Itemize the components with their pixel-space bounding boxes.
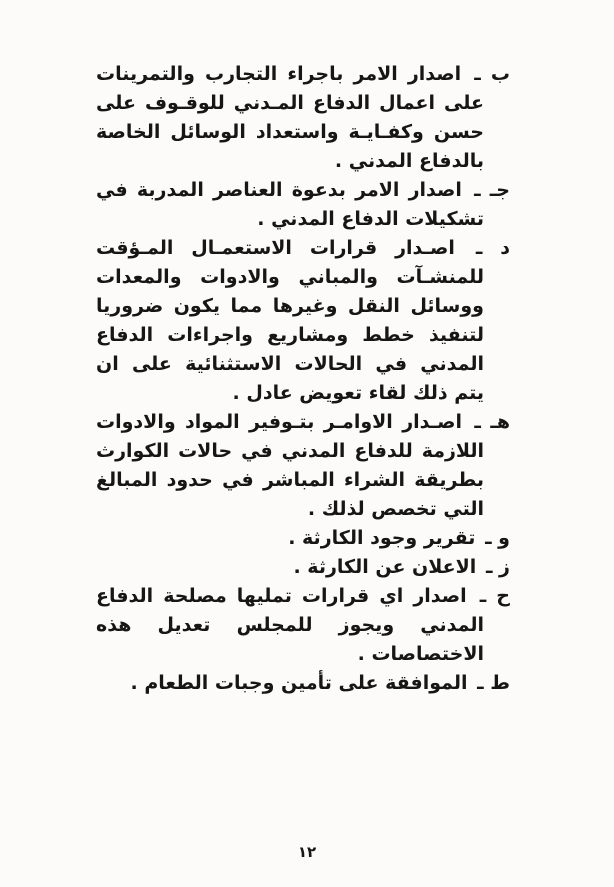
list-item-marker: و ـ <box>485 527 510 549</box>
list-item-text: تقرير وجود الكارثة . <box>288 527 476 549</box>
list-item-text: الموافقة على تأمين وجبات الطعام . <box>130 672 468 694</box>
list-item <box>96 176 510 234</box>
list-item-marker: ز ـ <box>485 556 510 578</box>
list-item-marker: جـ ـ <box>474 179 510 201</box>
list-item-marker: ح ـ <box>479 585 511 607</box>
list-item <box>96 524 510 553</box>
list-item <box>96 669 510 698</box>
list-item-marker: ب ـ <box>474 63 510 85</box>
list-item-marker: هـ ـ <box>474 411 510 433</box>
list-item-marker: د ـ <box>475 237 510 259</box>
list-item-text: اصـدار الاوامـر بتـوفير المواد والادوات اللازمة للدفاع المدني في حالات الكوارث بطريقة الشراء المباشر في حدود المبالغ التي تخصص لذلك . <box>96 411 484 520</box>
list-item <box>96 408 510 524</box>
document-body <box>96 60 510 698</box>
list-item <box>96 553 510 582</box>
list-item <box>96 582 510 669</box>
list-item-text: اصدار الامر باجراء التجارب والتمرينات على اعمال الدفاع المـدني للوقـوف على حسن وكفـايـة واستعداد الوسائل الخاصة بالدفاع المدني . <box>96 63 484 172</box>
list-item-text: الاعلان عن الكارثة . <box>293 556 477 578</box>
page-number: ١٢ <box>297 843 317 861</box>
list-item <box>96 234 510 408</box>
list-item-text: اصدار الامر بدعوة العناصر المدربة في تشكيلات الدفاع المدني . <box>96 179 484 230</box>
list-item-text: اصـدار قرارات الاستعمـال المـؤقت للمنشـآت والمباني والادوات والمعدات ووسائل النقل وغيرها مما يكون ضروريا لتنفيذ خطط ومشاريع واجراءات الدفاع المدني في الحالات الاستثنائية على ان يتم ذلك لقاء تعويض عادل . <box>96 237 484 404</box>
list-item <box>96 60 510 176</box>
list-item-text: اصدار اي قرارات تمليها مصلحة الدفاع المدني ويجوز للمجلس تعديل هذه الاختصاصات . <box>96 585 484 665</box>
list-item-marker: ط ـ <box>477 672 510 694</box>
